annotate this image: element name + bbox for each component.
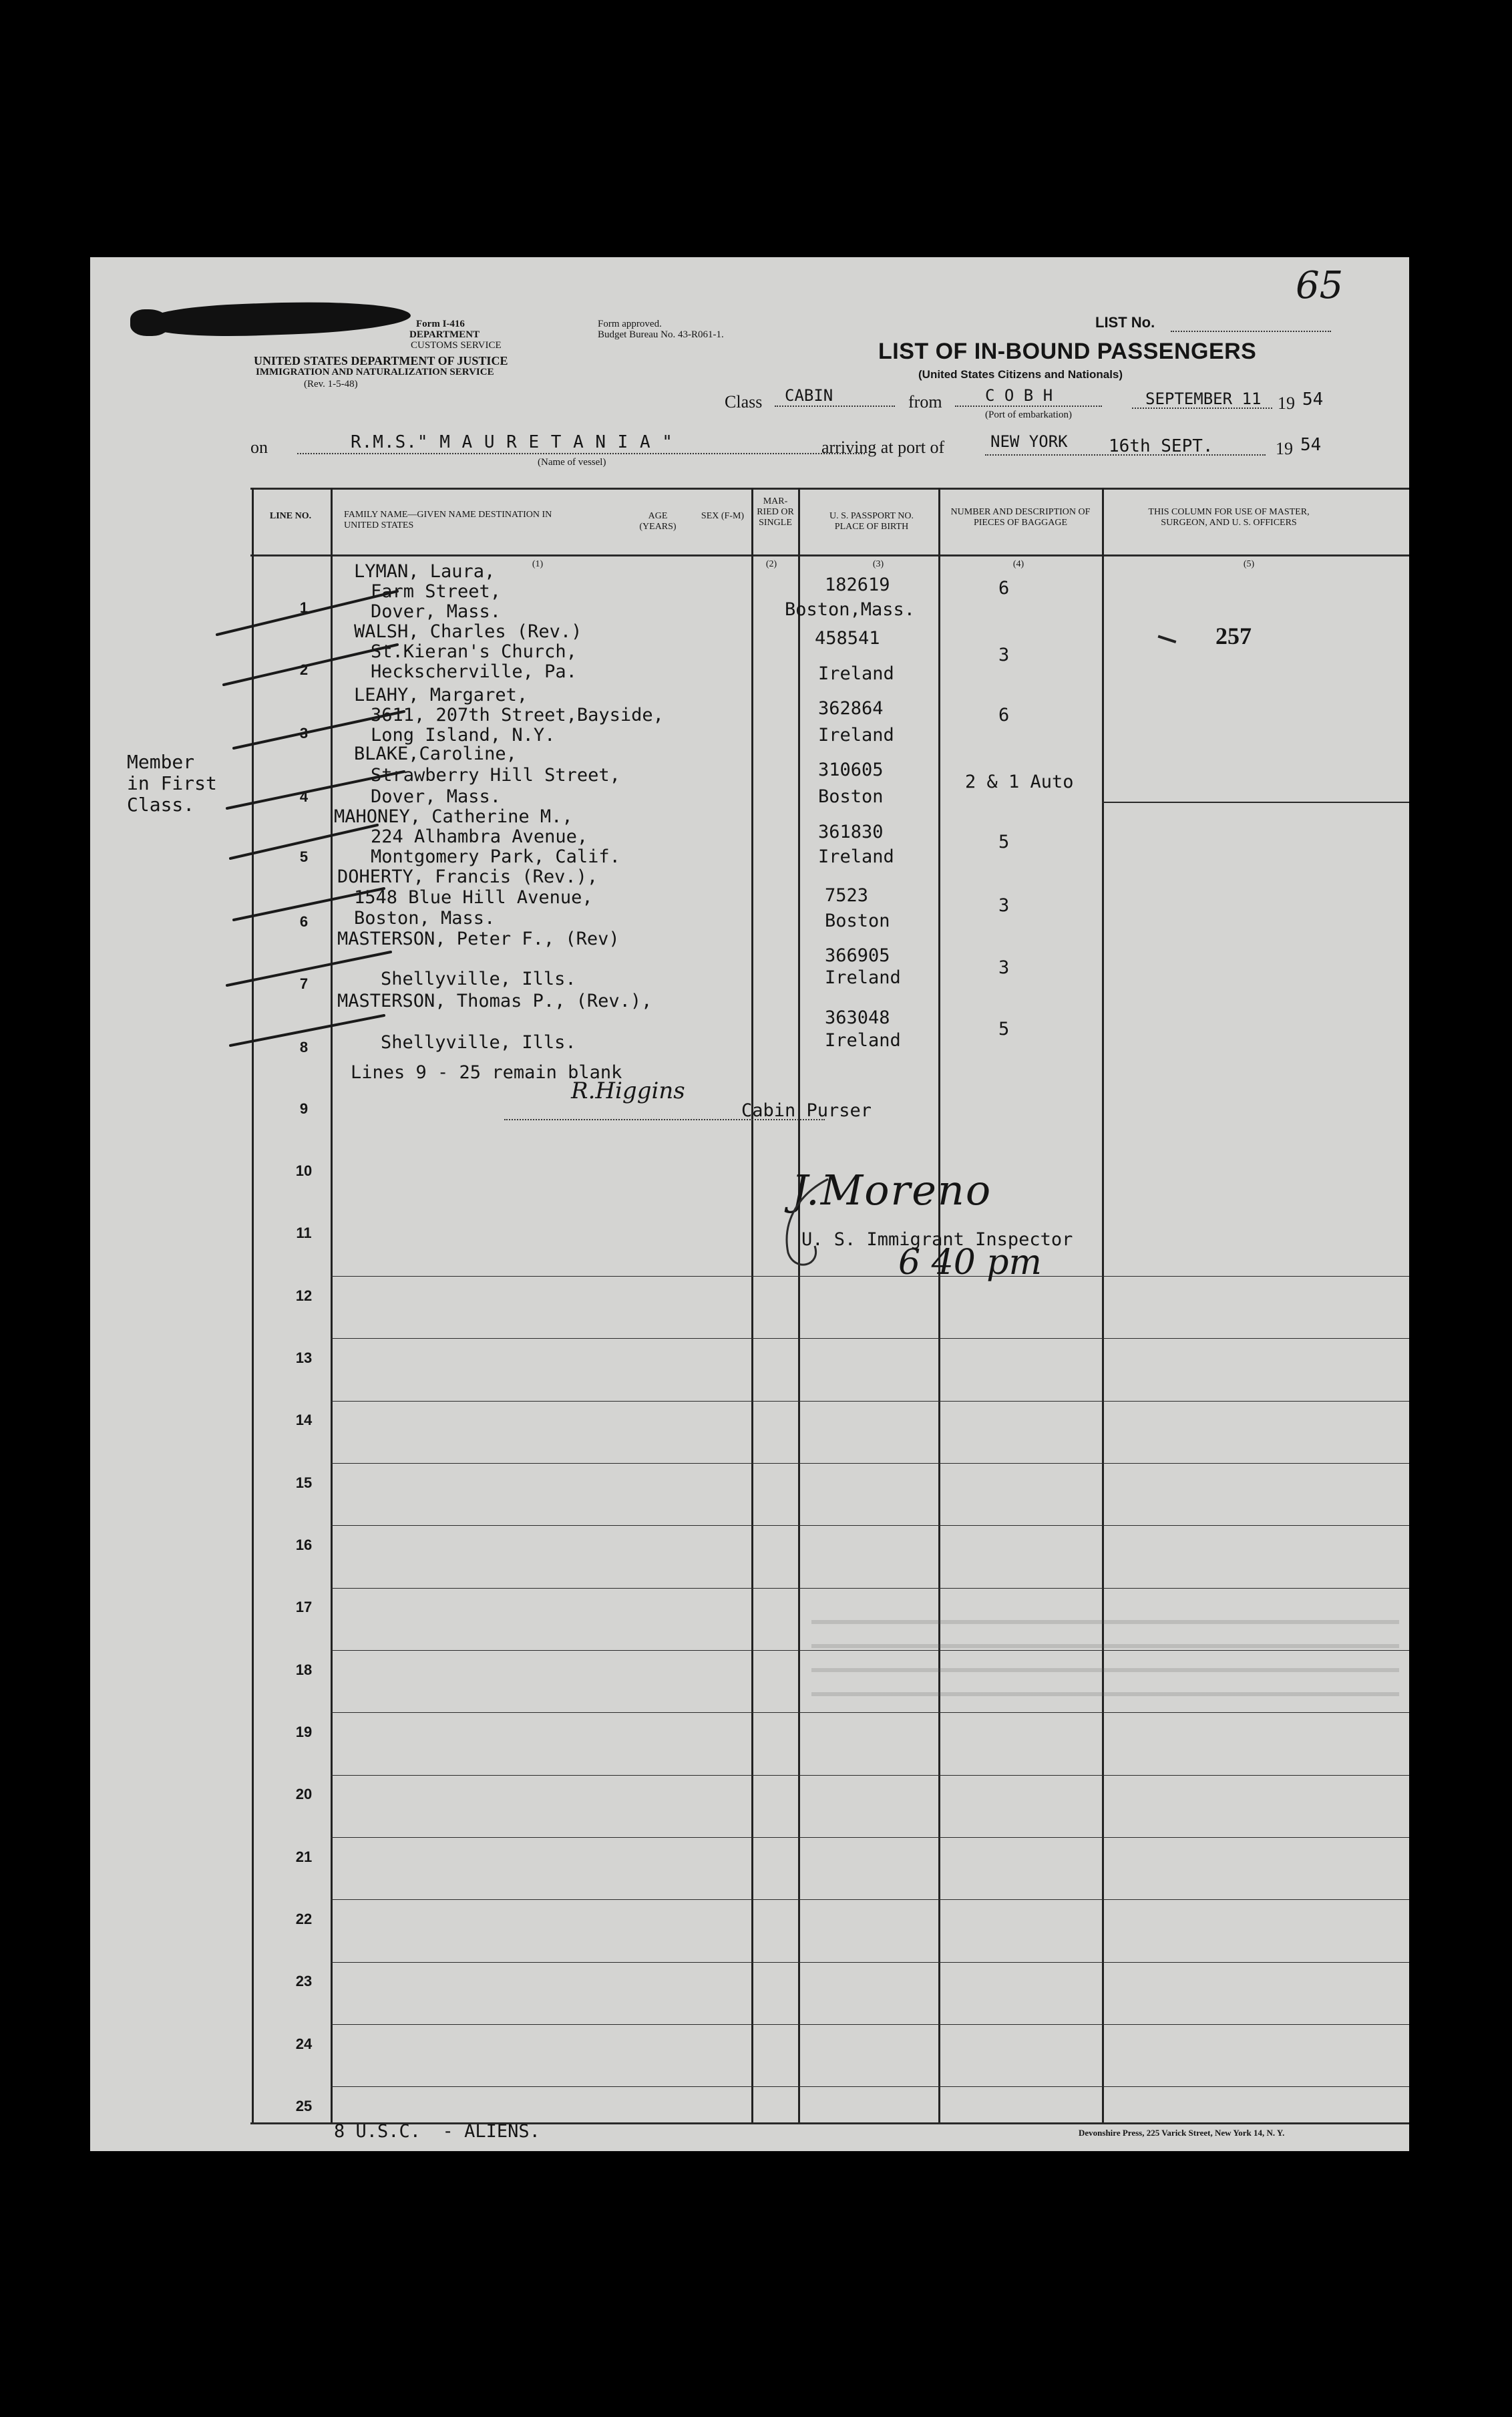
row-line xyxy=(331,1837,1409,1838)
header-baggage: NUMBER AND DESCRIPTION OF PIECES OF BAGGAGE xyxy=(950,507,1091,528)
passport-number: 363048 xyxy=(825,1007,890,1028)
baggage-count: 5 xyxy=(998,1019,1010,1039)
place-of-birth: Ireland xyxy=(818,725,894,746)
passenger-address: Strawberry Hill Street, xyxy=(371,765,620,786)
passenger-address: 224 Alhambra Avenue, xyxy=(371,826,588,847)
list-no-label: LIST No. xyxy=(1095,314,1155,331)
row-line xyxy=(331,2086,1409,2087)
place-of-birth: Boston xyxy=(818,786,884,807)
row-line xyxy=(331,1775,1409,1776)
row-line xyxy=(331,1588,1409,1589)
line-number: 5 xyxy=(299,848,309,865)
passport-number: 7523 xyxy=(825,885,869,906)
passenger-name: WALSH, Charles (Rev.) xyxy=(354,621,582,642)
passenger-address: 1548 Blue Hill Avenue, xyxy=(354,887,593,908)
inspector-label: U. S. Immigrant Inspector xyxy=(801,1229,1073,1250)
line-number: 14 xyxy=(295,1412,313,1428)
header-sex: SEX (F-M) xyxy=(701,511,745,521)
passport-number: 182619 xyxy=(825,575,890,595)
passport-number: 362864 xyxy=(818,698,884,719)
passenger-address: Long Island, N.Y. xyxy=(371,725,556,746)
line-number: 25 xyxy=(295,2098,313,2114)
on-label: on xyxy=(250,438,268,457)
line-number: 13 xyxy=(295,1349,313,1366)
baggage-count: 3 xyxy=(998,645,1010,665)
passport-number: 310605 xyxy=(818,760,884,780)
header-col-3: (3) xyxy=(872,559,884,569)
budget-bureau: Budget Bureau No. 43-R061-1. xyxy=(598,329,724,340)
arrival-year-prefix: 19 xyxy=(1276,439,1293,458)
arrival-time-note: 6 40 pm xyxy=(898,1243,1042,1283)
line-number: 12 xyxy=(295,1287,313,1304)
baggage-count: 2 & 1 Auto xyxy=(965,772,1074,792)
purser-label: Cabin Purser xyxy=(741,1100,872,1121)
arrival-date: 16th SEPT. xyxy=(1109,436,1213,456)
passenger-name: LEAHY, Margaret, xyxy=(354,685,528,705)
header-officers: THIS COLUMN FOR USE OF MASTER, SURGEON, AND U. S. OFFICERS xyxy=(1148,507,1310,528)
row-line xyxy=(331,2024,1409,2025)
page-title: LIST OF IN-BOUND PASSENGERS xyxy=(878,339,1257,364)
passport-number: 458541 xyxy=(815,628,880,649)
baggage-count: 3 xyxy=(998,895,1010,916)
row-line xyxy=(331,1525,1409,1526)
baggage-count: 5 xyxy=(998,832,1010,852)
officer-note: 257 xyxy=(1215,623,1252,649)
line-number: 18 xyxy=(295,1661,313,1678)
header-col-4: (4) xyxy=(1012,559,1024,569)
line-number: 23 xyxy=(295,1973,313,1989)
header-passport: U. S. PASSPORT NO. PLACE OF BIRTH xyxy=(829,511,914,532)
line-number: 8 xyxy=(299,1039,309,1056)
passenger-manifest-page xyxy=(90,257,1409,2151)
margin-note: Member in First Class. xyxy=(127,751,217,816)
arrival-port: NEW YORK xyxy=(990,432,1068,451)
header-name-destination: FAMILY NAME—GIVEN NAME DESTINATION IN UNITED STATES xyxy=(344,510,552,530)
passenger-name: MAHONEY, Catherine M., xyxy=(334,806,573,827)
line-number: 7 xyxy=(299,975,309,992)
place-of-birth: Boston,Mass. xyxy=(785,599,916,620)
row-line xyxy=(331,1401,1409,1402)
row-line xyxy=(331,1463,1409,1464)
baggage-count: 6 xyxy=(998,705,1010,726)
purser-signature: R.Higgins xyxy=(571,1078,685,1104)
line-number: 10 xyxy=(295,1162,313,1179)
line-number: 2 xyxy=(299,661,309,678)
footer-statute: 8 U.S.C. - ALIENS. xyxy=(334,2121,540,2142)
place-of-birth: Ireland xyxy=(818,663,894,684)
baggage-count: 6 xyxy=(998,578,1010,599)
departure-year: 54 xyxy=(1302,389,1324,410)
inspector-flourish xyxy=(761,1172,841,1279)
header-age: AGE (YEARS) xyxy=(639,511,677,532)
header-col-2: (2) xyxy=(765,559,777,569)
line-number: 19 xyxy=(295,1724,313,1740)
passenger-address: Montgomery Park, Calif. xyxy=(371,846,620,867)
passenger-name: MASTERSON, Thomas P., (Rev.), xyxy=(337,991,652,1011)
departure-date: SEPTEMBER 11 xyxy=(1145,389,1262,408)
line-number: 21 xyxy=(295,1848,313,1865)
blank-lines-note: Lines 9 - 25 remain blank xyxy=(351,1062,622,1083)
justice-dept: UNITED STATES DEPARTMENT OF JUSTICE xyxy=(254,354,508,367)
header-col-1: (1) xyxy=(532,559,544,569)
passenger-address: 3611, 207th Street,Bayside, xyxy=(371,705,664,726)
ins-service: IMMIGRATION AND NATURALIZATION SERVICE xyxy=(256,367,494,377)
passport-number: 366905 xyxy=(825,945,890,966)
header-col-5: (5) xyxy=(1243,559,1255,569)
passenger-address: Dover, Mass. xyxy=(371,786,502,807)
passenger-address: Boston, Mass. xyxy=(354,908,496,929)
form-number: Form I-416 xyxy=(416,319,465,329)
row-line xyxy=(331,1899,1409,1900)
form-revision: (Rev. 1-5-48) xyxy=(304,379,358,389)
passenger-address: Heckscherville, Pa. xyxy=(371,661,577,682)
line-number: 11 xyxy=(296,1225,312,1241)
from-value: C O B H xyxy=(985,386,1053,405)
row-line xyxy=(331,1962,1409,1963)
passenger-address: St.Kieran's Church, xyxy=(371,641,577,662)
passport-number: 361830 xyxy=(818,822,884,842)
inspector-signature: J.Moreno xyxy=(791,1166,992,1215)
form-approved: Form approved. xyxy=(598,319,662,329)
passenger-name: MASTERSON, Peter F., (Rev) xyxy=(337,929,620,949)
printer-credit: Devonshire Press, 225 Varick Street, New York 14, N. Y. xyxy=(1079,2128,1285,2138)
treasury-dept: DEPARTMENT xyxy=(409,329,480,340)
baggage-count: 3 xyxy=(998,957,1010,978)
line-number: 4 xyxy=(299,788,309,805)
line-number: 15 xyxy=(295,1474,313,1491)
row-line xyxy=(331,1276,1409,1277)
row-line xyxy=(331,1338,1409,1339)
check-strokes xyxy=(90,257,1409,1126)
line-number: 17 xyxy=(295,1599,313,1615)
line-number: 16 xyxy=(295,1537,313,1553)
place-of-birth: Ireland xyxy=(825,967,901,988)
passenger-address: Shellyville, Ills. xyxy=(381,1032,576,1053)
header-married: MAR- RIED OR SINGLE xyxy=(757,496,794,528)
passenger-address: Farm Street, xyxy=(371,581,502,602)
passenger-address: Dover, Mass. xyxy=(371,601,502,622)
place-of-birth: Boston xyxy=(825,911,890,931)
line-number: 22 xyxy=(295,1911,313,1927)
passenger-name: DOHERTY, Francis (Rev.), xyxy=(337,866,598,887)
class-value: CABIN xyxy=(785,386,833,405)
place-of-birth: Ireland xyxy=(825,1030,901,1051)
vessel-name-label: (Name of vessel) xyxy=(538,457,606,468)
vessel-name: R.M.S." M A U R E T A N I A " xyxy=(351,432,673,452)
header-line-no: LINE NO. xyxy=(269,511,312,521)
row-line xyxy=(331,1712,1409,1713)
departure-year-prefix: 19 xyxy=(1278,393,1295,413)
line-number: 1 xyxy=(299,599,309,616)
page-subtitle: (United States Citizens and Nationals) xyxy=(918,368,1123,381)
line-number: 3 xyxy=(299,725,309,742)
line-number: 20 xyxy=(295,1786,313,1802)
passenger-name: LYMAN, Laura, xyxy=(354,561,496,582)
class-label: Class xyxy=(725,392,763,412)
line-number: 9 xyxy=(299,1100,309,1117)
from-label: from xyxy=(908,392,942,412)
arriving-label: arriving at port of xyxy=(821,438,945,457)
line-number: 24 xyxy=(295,2036,313,2052)
arrival-year: 54 xyxy=(1300,435,1322,455)
place-of-birth: Ireland xyxy=(818,846,894,867)
passenger-name: BLAKE,Caroline, xyxy=(354,744,517,764)
line-number: 6 xyxy=(299,913,309,930)
passenger-address: Shellyville, Ills. xyxy=(381,969,576,989)
bleed-through-texture xyxy=(811,1600,1399,1707)
port-embarkation-label: (Port of embarkation) xyxy=(985,410,1072,420)
customs-service: CUSTOMS SERVICE xyxy=(411,340,502,351)
page-number: 65 xyxy=(1296,264,1344,307)
